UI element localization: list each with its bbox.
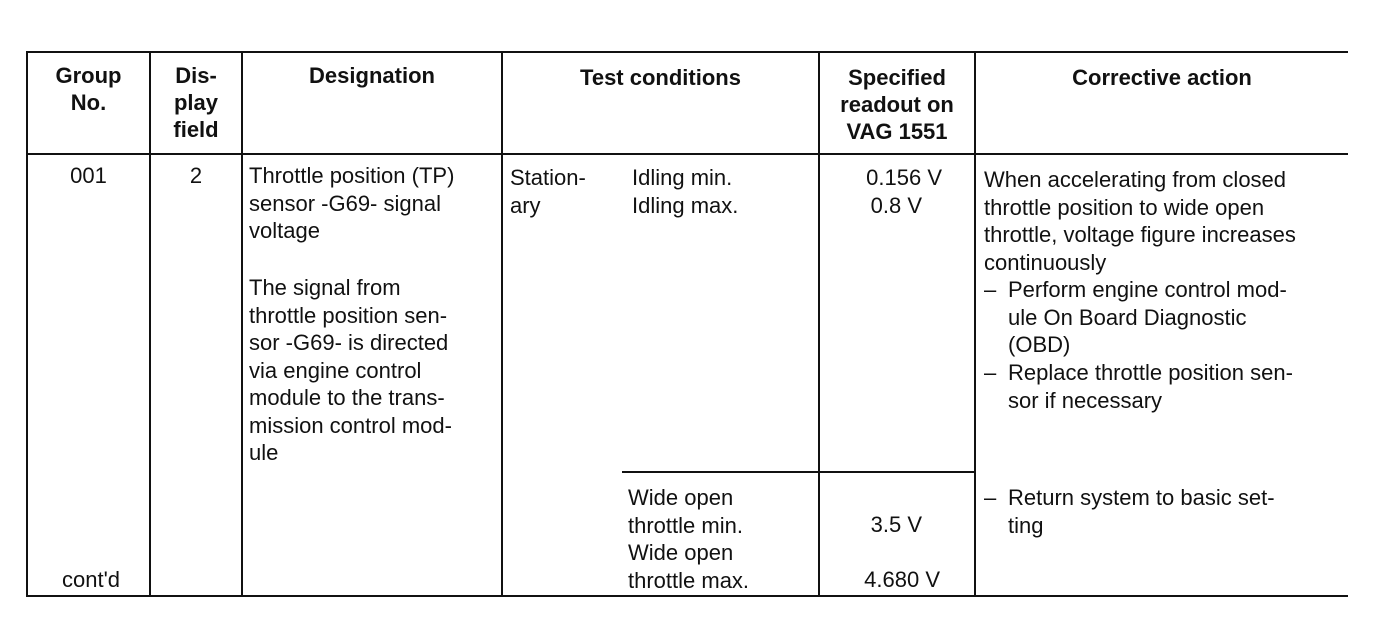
group-continued: cont'd (62, 567, 121, 592)
readout-idle-min: 0.156 V (866, 165, 942, 190)
row-split-line (622, 471, 974, 473)
header-corrective-action: Corrective action (1072, 65, 1252, 90)
bullet-dash: – (984, 277, 997, 302)
col-divider-3 (501, 51, 503, 597)
header-separator (26, 153, 1348, 155)
action-bullet-1: Perform engine control mod- ule On Board Diagnostic (OBD) (1008, 277, 1287, 357)
header-specified-readout: Specified readout on VAG 1551 (840, 65, 954, 144)
table-bottom-border (26, 595, 1348, 597)
display-field-number: 2 (189, 163, 203, 188)
conditions-wide-open: Wide open throttle min. Wide open throttle max. (628, 485, 750, 593)
col-divider-2 (241, 51, 243, 597)
readout-wot-min: 3.5 V (870, 512, 922, 537)
bullet-dash: – (984, 485, 997, 510)
action-intro: When accelerating from closed throttle position to wide open throttle, voltage figure increases continuously (984, 167, 1296, 275)
action-bullet-2: Replace throttle position sen- sor if necessary (1008, 360, 1293, 413)
designation-text: Throttle position (TP) sensor -G69- signal voltage (249, 163, 455, 243)
header-group-no: Group No. (55, 63, 122, 115)
designation-signal-note: The signal from throttle position sen- sor -G69- is directed via engine control module to the trans- mission control mod- ule (249, 275, 452, 465)
readout-idle-max: 0.8 V (870, 193, 922, 218)
table-left-border (26, 51, 28, 597)
action-bullet-3: Return system to basic set- ting (1008, 485, 1275, 538)
header-designation: Designation (309, 63, 435, 88)
header-display-field: Dis- play field (173, 63, 219, 142)
condition-state: Station- ary (510, 165, 586, 218)
readout-wot-max: 4.680 V (864, 567, 940, 592)
col-divider-5 (974, 51, 976, 597)
table-top-border (26, 51, 1348, 53)
conditions-idle: Idling min. Idling max. (632, 165, 739, 218)
group-number: 001 (70, 163, 107, 188)
header-test-conditions: Test conditions (580, 65, 741, 90)
bullet-dash: – (984, 360, 997, 385)
